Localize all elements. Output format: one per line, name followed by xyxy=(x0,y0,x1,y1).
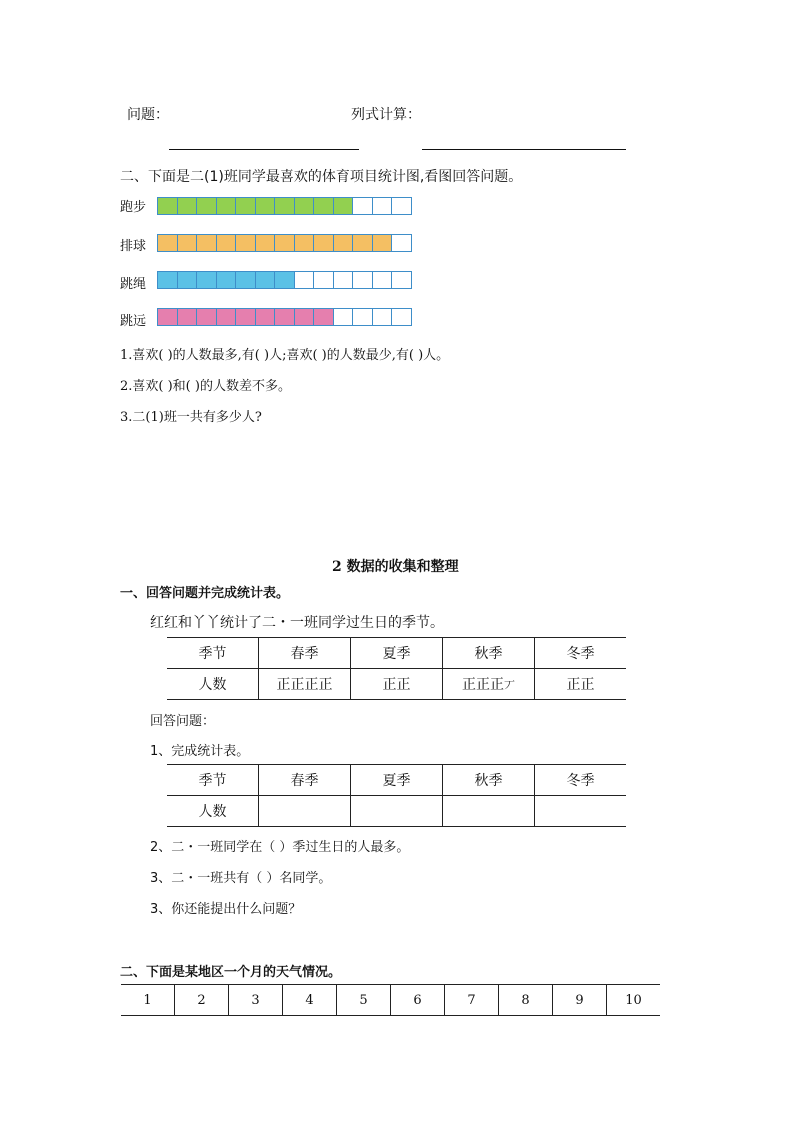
bar-cell-filled xyxy=(196,197,217,215)
bar-cell-filled xyxy=(313,197,334,215)
bar-cell-empty xyxy=(294,271,315,289)
bar-cell-filled xyxy=(313,234,334,252)
bar-cell-filled xyxy=(196,308,217,326)
blank-stat-table xyxy=(167,764,626,827)
header-cell: 冬季 xyxy=(535,765,627,796)
bar-cell-filled xyxy=(235,271,256,289)
question-2: 2.喜欢( )和( )的人数差不多。 xyxy=(120,379,291,394)
bar-cell-filled xyxy=(235,234,256,252)
blank-cell[interactable] xyxy=(259,796,351,827)
bar-jump-rope xyxy=(157,271,411,289)
bar-cell-filled xyxy=(372,234,393,252)
bar-cell-filled xyxy=(196,271,217,289)
tally-partial-mark: 丆 xyxy=(504,679,515,692)
day-cell: 6 xyxy=(391,985,445,1016)
tally-table xyxy=(167,637,626,700)
bar-cell-filled xyxy=(294,197,315,215)
day-cell: 3 xyxy=(229,985,283,1016)
bar-cell-filled xyxy=(177,271,198,289)
bar-cell-filled xyxy=(177,234,198,252)
tally-cell: 正正正正 xyxy=(259,669,351,700)
bar-cell-filled xyxy=(294,234,315,252)
header-cell: 夏季 xyxy=(351,765,443,796)
bar-cell-filled xyxy=(274,197,295,215)
part1-heading: 一、回答问题并完成统计表。 xyxy=(120,586,290,601)
question-1: 1.喜欢( )的人数最多,有( )人;喜欢( )的人数最少,有( )人。 xyxy=(120,348,450,363)
bar-cell-filled xyxy=(274,308,295,326)
bar-cell-filled xyxy=(255,271,276,289)
bar-cell-filled xyxy=(274,271,295,289)
day-cell: 1 xyxy=(121,985,175,1016)
bar-cell-filled xyxy=(274,234,295,252)
weather-days-table xyxy=(121,984,660,1016)
chapter-question-1: 1、完成统计表。 xyxy=(150,744,250,759)
part2-heading: 二、下面是某地区一个月的天气情况。 xyxy=(120,965,342,980)
table-row xyxy=(167,638,626,669)
bar-cell-empty xyxy=(391,308,412,326)
bar-cell-filled xyxy=(294,308,315,326)
day-cell: 10 xyxy=(607,985,661,1016)
tick-label-running: 跑步 xyxy=(120,200,147,215)
bar-cell-filled xyxy=(157,234,178,252)
bar-long-jump xyxy=(157,308,411,326)
bar-cell-empty xyxy=(372,308,393,326)
table-row xyxy=(167,796,626,827)
bar-cell-filled xyxy=(255,234,276,252)
bar-cell-empty xyxy=(352,271,373,289)
bar-cell-filled xyxy=(216,308,237,326)
day-cell: 7 xyxy=(445,985,499,1016)
tick-label-jump-rope: 跳绳 xyxy=(120,277,147,292)
bar-cell-filled xyxy=(352,234,373,252)
day-cell: 5 xyxy=(337,985,391,1016)
bar-cell-filled xyxy=(255,308,276,326)
day-cell: 9 xyxy=(553,985,607,1016)
row-label: 人数 xyxy=(167,796,259,827)
bar-volleyball xyxy=(157,234,411,252)
bar-cell-empty xyxy=(333,308,354,326)
day-cell: 2 xyxy=(175,985,229,1016)
row-label: 人数 xyxy=(167,669,259,700)
bar-cell-empty xyxy=(352,197,373,215)
chapter-question-2: 2、二・一班同学在（ ）季过生日的人最多。 xyxy=(150,840,410,855)
bar-running xyxy=(157,197,411,215)
day-cell: 8 xyxy=(499,985,553,1016)
table-row xyxy=(167,669,626,700)
blank-cell[interactable] xyxy=(351,796,443,827)
question-label: 问题： xyxy=(127,107,169,123)
bar-cell-empty xyxy=(352,308,373,326)
bar-cell-filled xyxy=(216,271,237,289)
bar-cell-filled xyxy=(235,197,256,215)
answer-label: 回答问题： xyxy=(150,714,216,729)
question-3: 3.二(1)班一共有多少人? xyxy=(120,410,262,425)
bar-cell-filled xyxy=(313,308,334,326)
bar-cell-empty xyxy=(333,271,354,289)
bar-cell-empty xyxy=(391,197,412,215)
bar-cell-filled xyxy=(177,308,198,326)
table-row xyxy=(167,765,626,796)
header-cell: 季节 xyxy=(167,765,259,796)
table-row xyxy=(121,985,660,1016)
header-cell: 冬季 xyxy=(535,638,627,669)
bar-cell-filled xyxy=(196,234,217,252)
answer-line-question xyxy=(169,149,359,150)
tick-label-volleyball: 排球 xyxy=(120,239,147,254)
header-cell: 秋季 xyxy=(443,638,535,669)
bar-cell-filled xyxy=(235,308,256,326)
bar-cell-filled xyxy=(157,271,178,289)
tick-label-long-jump: 跳远 xyxy=(120,314,147,329)
bar-cell-empty xyxy=(391,234,412,252)
header-cell: 季节 xyxy=(167,638,259,669)
answer-line-formula xyxy=(422,149,626,150)
intro-text: 红红和丫丫统计了二・一班同学过生日的季节。 xyxy=(150,615,444,631)
tally-cell: 正正 xyxy=(535,669,627,700)
blank-cell[interactable] xyxy=(443,796,535,827)
tally-marks: 正正正 xyxy=(462,677,504,693)
tally-cell: 正正 xyxy=(351,669,443,700)
bar-cell-empty xyxy=(313,271,334,289)
header-cell: 秋季 xyxy=(443,765,535,796)
chapter-question-4: 3、你还能提出什么问题？ xyxy=(150,902,302,917)
bar-cell-empty xyxy=(391,271,412,289)
bar-cell-filled xyxy=(157,197,178,215)
chapter-title: 2 数据的收集和整理 xyxy=(332,559,459,575)
bar-cell-empty xyxy=(372,271,393,289)
chapter-question-3: 3、二・一班共有（ ）名同学。 xyxy=(150,871,332,886)
day-cell: 4 xyxy=(283,985,337,1016)
formula-label: 列式计算： xyxy=(351,107,421,123)
header-cell: 夏季 xyxy=(351,638,443,669)
bar-cell-empty xyxy=(372,197,393,215)
bar-cell-filled xyxy=(255,197,276,215)
bar-cell-filled xyxy=(157,308,178,326)
bar-cell-filled xyxy=(216,197,237,215)
bar-cell-filled xyxy=(177,197,198,215)
blank-cell[interactable] xyxy=(535,796,627,827)
tally-cell xyxy=(443,669,535,700)
bar-cell-filled xyxy=(216,234,237,252)
bar-cell-filled xyxy=(333,234,354,252)
header-cell: 春季 xyxy=(259,638,351,669)
section2-heading: 二、下面是二(1)班同学最喜欢的体育项目统计图,看图回答问题。 xyxy=(120,169,523,185)
header-cell: 春季 xyxy=(259,765,351,796)
bar-cell-filled xyxy=(333,197,354,215)
